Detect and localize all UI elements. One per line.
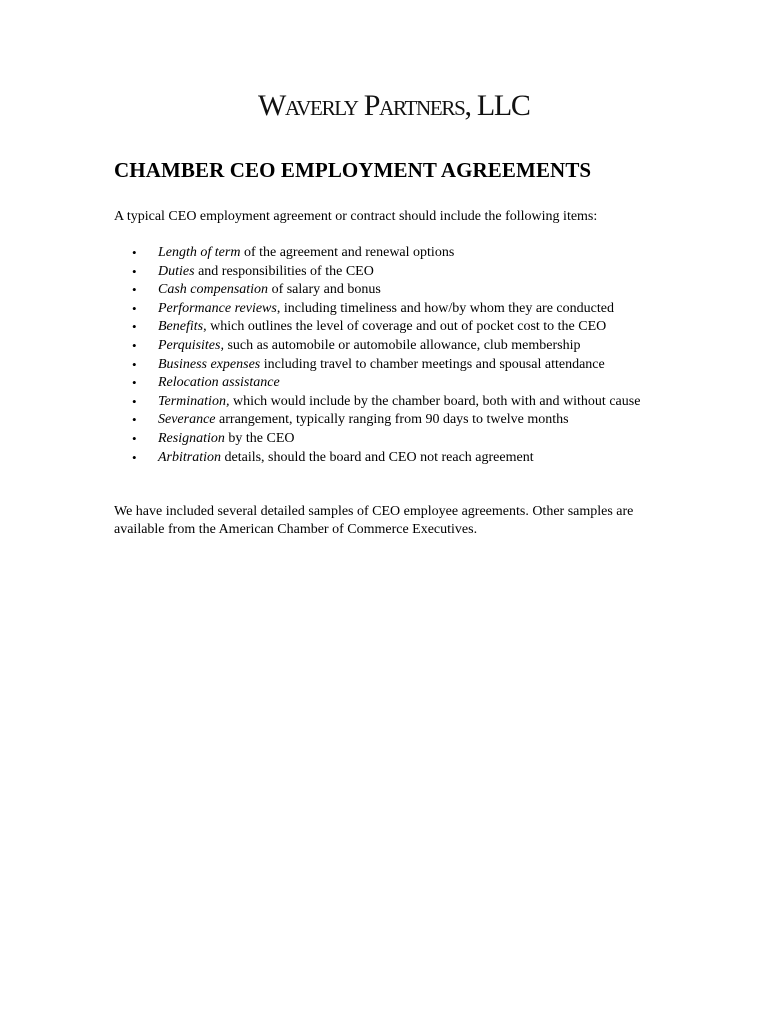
list-item [132,374,672,393]
company-logo-text: Waverly Partners, LLC [258,89,530,122]
page-title: CHAMBER CEO EMPLOYMENT AGREEMENTS [114,158,592,182]
bullet-icon: • [132,393,137,409]
list-item [132,281,672,300]
item-term: Perquisites, [158,337,224,353]
bullet-icon: • [132,356,137,372]
bullet-icon: • [132,337,137,353]
list-item [132,263,672,282]
list-item [132,337,672,356]
item-text: which would include by the chamber board, both with and without cause [229,393,641,409]
bullet-icon: • [132,282,137,298]
item-term: Performance reviews [158,300,277,316]
item-text: including travel to chamber meetings and spousal attendance [260,356,605,372]
item-text: details, should the board and CEO not reach agreement [221,449,534,465]
item-term: Severance [158,412,216,428]
item-term: Relocation assistance [158,375,280,391]
list-item [132,318,672,337]
bullet-icon: • [132,245,137,260]
item-term: Business expenses [158,356,261,372]
company-logo [258,88,530,124]
item-term: Duties [158,263,195,279]
item-text: by the CEO [224,430,295,446]
bullet-icon: • [132,449,137,465]
closing-paragraph: We have included several detailed samples of CEO employee agreements. Other samples are available from the American Chamber of Commerce Executives. [114,504,634,537]
item-term: Arbitration [158,449,222,465]
bullet-icon: • [132,319,137,335]
item-term: Benefits [158,319,204,335]
list-item [132,393,672,412]
bullet-icon: • [132,263,137,279]
item-term: Length of term [158,245,241,260]
bullet-icon: • [132,300,137,316]
bullet-icon: • [132,430,137,446]
item-text: such as automobile or automobile allowance, club membership [223,337,581,353]
list-item [132,244,672,263]
list-item [132,356,672,375]
list-item [132,449,672,468]
item-text: , including timeliness and how/by whom they are conducted [276,300,614,316]
list-item [132,430,672,449]
item-text: and responsibilities of the CEO [194,263,374,279]
list-item [132,411,672,430]
bullet-icon: • [132,375,137,391]
item-term: Termination, [158,393,230,409]
item-text: , which outlines the level of coverage and out of pocket cost to the CEO [203,319,607,335]
item-term: Resignation [158,430,225,446]
item-text: arrangement, typically ranging from 90 days to twelve months [215,412,569,428]
item-term: Cash compensation [158,282,269,298]
agreement-items-list [132,244,672,467]
list-item [132,300,672,319]
intro-paragraph: A typical CEO employment agreement or contract should include the following items: [114,209,598,224]
item-text: of the agreement and renewal options [240,245,455,260]
item-text: of salary and bonus [268,282,381,298]
bullet-icon: • [132,412,137,428]
